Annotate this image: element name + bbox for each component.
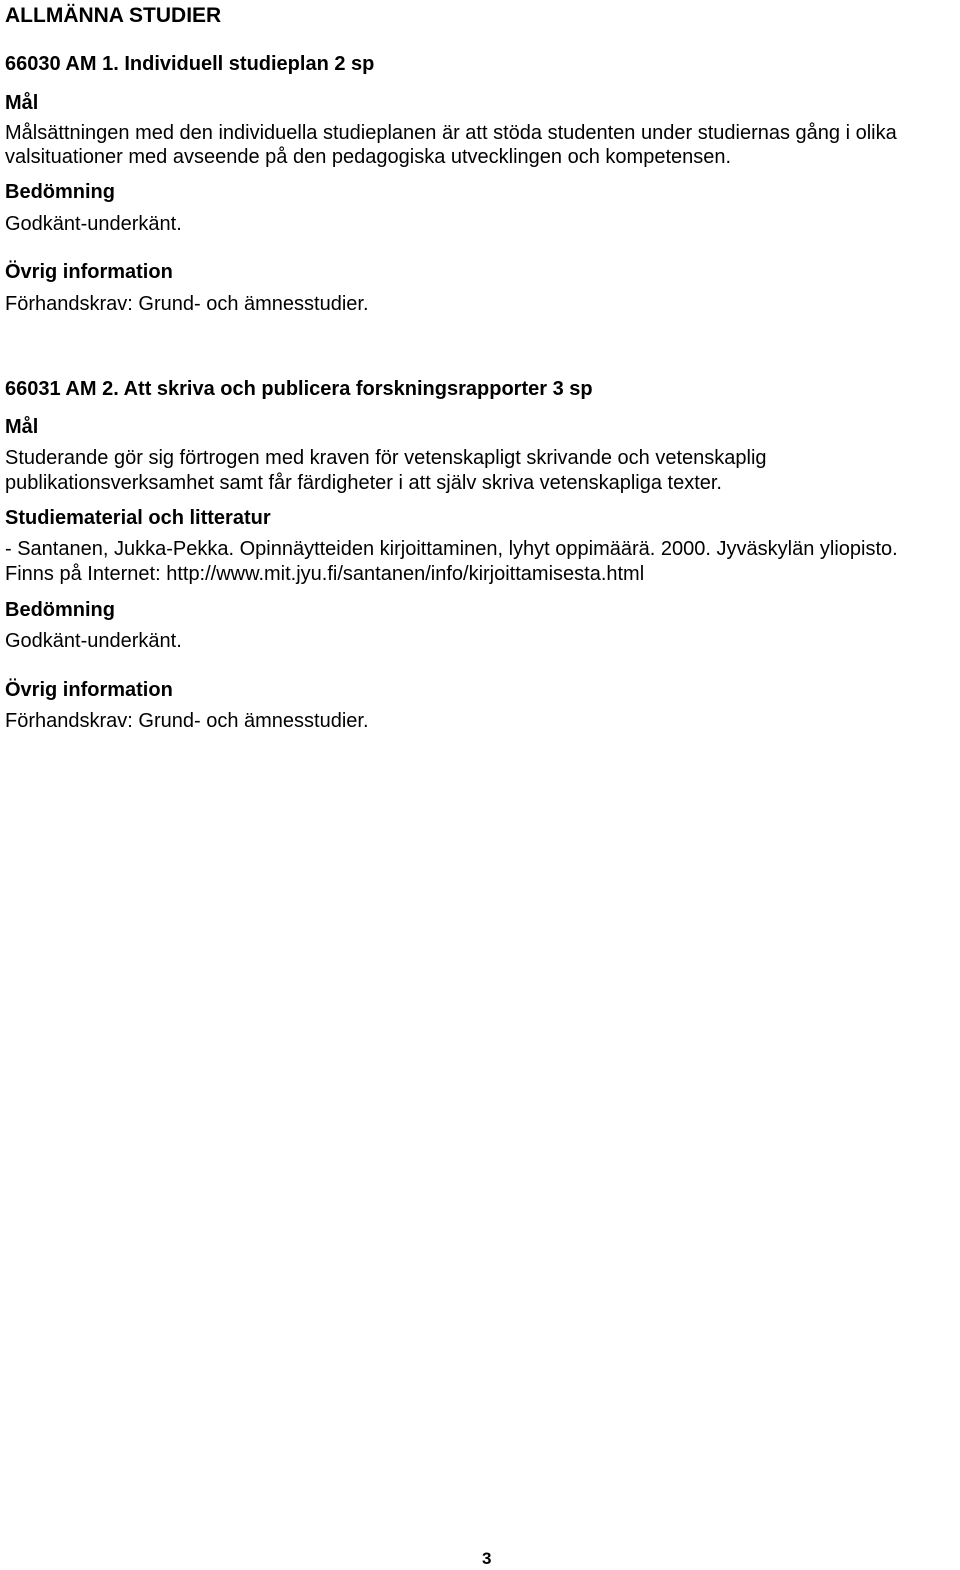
goal-text-line: Studerande gör sig förtrogen med kraven för vetenskapligt skrivande och vetenskaplig — [5, 447, 767, 469]
other-info-label: Övrig information — [5, 679, 173, 701]
course-title: 66030 AM 1. Individuell studieplan 2 sp — [5, 53, 375, 75]
study-material-line: Finns på Internet: http://www.mit.jyu.fi/santanen/info/kirjoittamisesta.html — [5, 563, 645, 585]
goal-label: Mål — [5, 416, 39, 438]
goal-text-line: publikationsverksamhet samt får färdigheter i att själv skriva vetenskapliga texter. — [5, 472, 722, 494]
other-info-text: Förhandskrav: Grund- och ämnesstudier. — [5, 293, 369, 315]
other-info-text: Förhandskrav: Grund- och ämnesstudier. — [5, 710, 369, 732]
page-number: 3 — [482, 1549, 492, 1568]
section-heading: ALLMÄNNA STUDIER — [5, 4, 222, 27]
study-material-label: Studiematerial och litteratur — [5, 507, 271, 529]
goal-text-line: Målsättningen med den individuella studieplanen är att stöda studenten under studiernas gång i olika — [5, 122, 897, 144]
assessment-text: Godkänt-underkänt. — [5, 630, 182, 652]
goal-label: Mål — [5, 92, 39, 114]
assessment-text: Godkänt-underkänt. — [5, 213, 182, 235]
assessment-label: Bedömning — [5, 181, 115, 203]
course-title: 66031 AM 2. Att skriva och publicera forskningsrapporter 3 sp — [5, 378, 593, 400]
other-info-label: Övrig information — [5, 261, 173, 283]
goal-text-line: valsituationer med avseende på den pedagogiska utvecklingen och kompetensen. — [5, 146, 732, 168]
assessment-label: Bedömning — [5, 599, 115, 621]
study-material-line: - Santanen, Jukka-Pekka. Opinnäytteiden kirjoittaminen, lyhyt oppimäärä. 2000. Jyväskylän yliopisto. — [5, 538, 898, 560]
